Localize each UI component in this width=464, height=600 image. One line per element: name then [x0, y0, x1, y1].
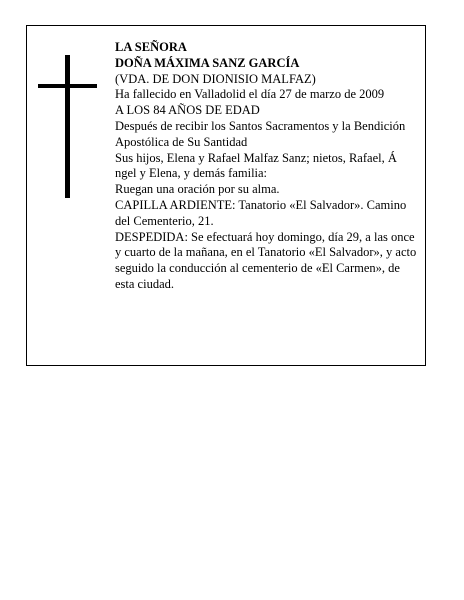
obituary-notice [26, 25, 426, 366]
notice-text [115, 40, 421, 293]
sacraments-statement: Después de recibir los Santos Sacramentos y la Bendición Apostólica de Su Santidad [115, 118, 406, 149]
cross-vertical-bar [65, 55, 70, 198]
deceased-name: DOÑA MÁXIMA SANZ GARCÍA [115, 55, 300, 70]
farewell-statement: DESPEDIDA: Se efectuará hoy domingo, día 29, a las once y cuarto de la mañana, en el Tanatorio «El Salvador», y acto seguido la conducción al cementerio de «El Carmen», de esta ciudad. [115, 229, 417, 291]
cross-horizontal-bar [38, 84, 97, 88]
death-statement: Ha fallecido en Valladolid el día 27 de marzo de 2009 [115, 87, 385, 102]
family-statement: Sus hijos, Elena y Rafael Malfaz Sanz; nietos, Rafael, Á ngel y Elena, y demás familia: [115, 150, 397, 181]
age-statement: A LOS 84 AÑOS DE EDAD [115, 103, 260, 118]
notice-heading: LA SEÑORA [115, 40, 187, 54]
prayer-statement: Ruegan una oración por su alma. [115, 182, 280, 197]
widow-of: (VDA. DE DON DIONISIO MALFAZ) [115, 71, 316, 86]
chapel-statement: CAPILLA ARDIENTE: Tanatorio «El Salvador». Camino del Cementerio, 21. [115, 197, 407, 228]
